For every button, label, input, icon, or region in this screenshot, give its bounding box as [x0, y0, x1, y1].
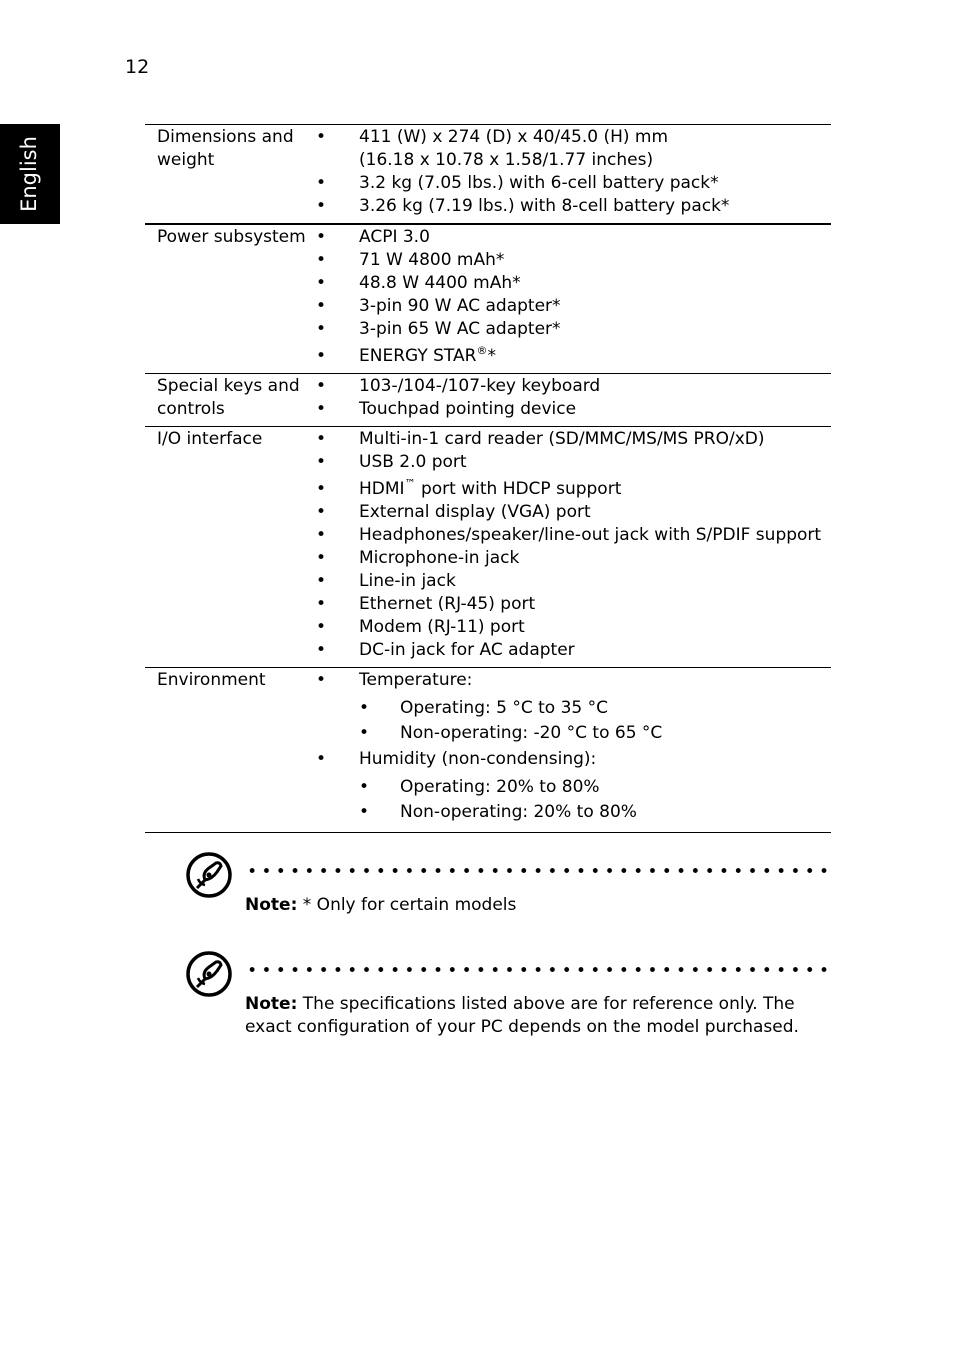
sub-item	[359, 721, 831, 746]
spec-item	[316, 126, 831, 149]
note-pen-icon	[185, 950, 233, 998]
spec-item-text: ENERGY STAR	[359, 346, 477, 366]
spec-item-text: Temperature:	[359, 670, 473, 690]
sub-item-text: Operating: 20% to 80%	[400, 777, 600, 797]
note-divider	[245, 967, 830, 972]
spec-item	[316, 616, 831, 639]
spec-items	[316, 669, 831, 825]
spec-item-text: Ethernet (RJ-45) port	[359, 594, 536, 614]
spec-item	[316, 451, 831, 474]
spec-item-text: 3.26 kg (7.19 lbs.) with 8-cell battery pack*	[359, 196, 730, 216]
spec-item	[316, 272, 831, 295]
bullet: •	[359, 777, 370, 797]
spec-item-text: DC-in jack for AC adapter	[359, 640, 575, 660]
spec-item	[316, 195, 831, 218]
bullet: •	[316, 319, 327, 339]
spec-item	[316, 295, 831, 318]
spec-item-text: HDMI	[359, 479, 405, 499]
spec-item	[316, 149, 831, 172]
bullet: •	[316, 346, 327, 366]
spec-row	[145, 667, 831, 833]
sub-list	[316, 696, 831, 746]
bullet: •	[316, 617, 327, 637]
note-pen-icon	[185, 851, 233, 899]
note-text	[245, 894, 825, 917]
spec-item-text: Multi-in-1 card reader (SD/MMC/MS/MS PRO/xD)	[359, 429, 765, 449]
sub-item-text: Non-operating: -20 °C to 65 °C	[400, 723, 663, 743]
bullet: •	[316, 749, 327, 769]
spec-item	[316, 501, 831, 524]
spec-row	[145, 373, 831, 426]
bullet: •	[316, 376, 327, 396]
note-text	[245, 993, 825, 1039]
sub-item-text: Non-operating: 20% to 80%	[400, 802, 637, 822]
spec-item-text: ACPI 3.0	[359, 227, 430, 247]
spec-items	[316, 226, 831, 368]
spec-item-text: 71 W 4800 mAh*	[359, 250, 505, 270]
note-body: The specifications listed above are for reference only. The exact configuration of your PC depends on the model purchased.	[245, 994, 799, 1037]
spec-label: Power subsystem	[157, 227, 306, 247]
bullet: •	[316, 525, 327, 545]
spec-item	[316, 172, 831, 195]
bullet: •	[316, 296, 327, 316]
bullet: •	[316, 429, 327, 449]
bullet: •	[316, 399, 327, 419]
note-label: Note:	[245, 895, 298, 915]
spec-item	[316, 375, 831, 398]
spec-item-text: (16.18 x 10.78 x 1.58/1.77 inches)	[359, 150, 654, 170]
bullet: •	[316, 173, 327, 193]
bullet: •	[316, 127, 327, 147]
bullet: •	[316, 452, 327, 472]
sub-item	[359, 775, 831, 800]
spec-label: Environment	[157, 670, 266, 690]
spec-items	[316, 126, 831, 218]
trademark-mark: ®	[476, 344, 488, 357]
bullet: •	[316, 594, 327, 614]
spec-item-text: Headphones/speaker/line-out jack with S/PDIF support	[359, 525, 822, 545]
spec-item-text: 411 (W) x 274 (D) x 40/45.0 (H) mm	[359, 127, 669, 147]
spec-item	[316, 428, 831, 451]
spec-item-text: Humidity (non-condensing):	[359, 749, 597, 769]
spec-item-suffix: *	[487, 346, 496, 366]
spec-item-text: Modem (RJ-11) port	[359, 617, 525, 637]
bullet: •	[316, 196, 327, 216]
spec-item	[316, 524, 831, 547]
spec-row	[145, 223, 831, 373]
sub-item-text: Operating: 5 °C to 35 °C	[400, 698, 608, 718]
note-body: * Only for certain models	[297, 895, 517, 915]
spec-row	[145, 426, 831, 667]
bullet: •	[316, 502, 327, 522]
spec-item-text: 103-/104-/107-key keyboard	[359, 376, 601, 396]
spec-item-text: 48.8 W 4400 mAh*	[359, 273, 521, 293]
bullet: •	[316, 479, 327, 499]
spec-item	[316, 318, 831, 341]
spec-item	[316, 748, 831, 771]
bullet: •	[316, 571, 327, 591]
bullet: •	[359, 802, 370, 822]
spec-item-text: Microphone-in jack	[359, 548, 520, 568]
trademark-mark: ™	[404, 477, 416, 490]
note-divider	[245, 868, 830, 873]
specifications-table	[145, 124, 831, 833]
spec-item	[316, 341, 831, 368]
spec-item-suffix: port with HDCP support	[415, 479, 622, 499]
sub-item	[359, 696, 831, 721]
bullet: •	[316, 548, 327, 568]
spec-item	[316, 474, 831, 501]
spec-item	[316, 570, 831, 593]
spec-items	[316, 428, 831, 662]
bullet: •	[359, 698, 370, 718]
spec-item	[316, 547, 831, 570]
note-label: Note:	[245, 994, 298, 1014]
language-tab	[0, 124, 60, 224]
spec-item	[316, 593, 831, 616]
language-tab-label: English	[17, 136, 41, 212]
bullet: •	[316, 250, 327, 270]
spec-item-text: Touchpad pointing device	[359, 399, 577, 419]
spec-item-text: External display (VGA) port	[359, 502, 591, 522]
spec-item-text: 3-pin 90 W AC adapter*	[359, 296, 561, 316]
spec-item	[316, 226, 831, 249]
bullet: •	[316, 670, 327, 690]
bullet: •	[359, 723, 370, 743]
spec-item-text: 3-pin 65 W AC adapter*	[359, 319, 561, 339]
spec-item-text: USB 2.0 port	[359, 452, 467, 472]
spec-item-text: 3.2 kg (7.05 lbs.) with 6-cell battery pack*	[359, 173, 719, 193]
sub-item	[359, 800, 831, 825]
spec-label: Special keys and controls	[157, 376, 300, 419]
sub-list	[316, 775, 831, 825]
spec-item	[316, 639, 831, 662]
spec-items	[316, 375, 831, 421]
spec-item	[316, 249, 831, 272]
bullet: •	[316, 273, 327, 293]
spec-label: Dimensions and weight	[157, 127, 294, 170]
bullet: •	[316, 227, 327, 247]
spec-item	[316, 398, 831, 421]
bullet: •	[316, 640, 327, 660]
spec-row	[145, 124, 831, 223]
spec-item-text: Line-in jack	[359, 571, 456, 591]
spec-label: I/O interface	[157, 429, 263, 449]
page-number: 12	[125, 56, 150, 78]
spec-item	[316, 669, 831, 692]
